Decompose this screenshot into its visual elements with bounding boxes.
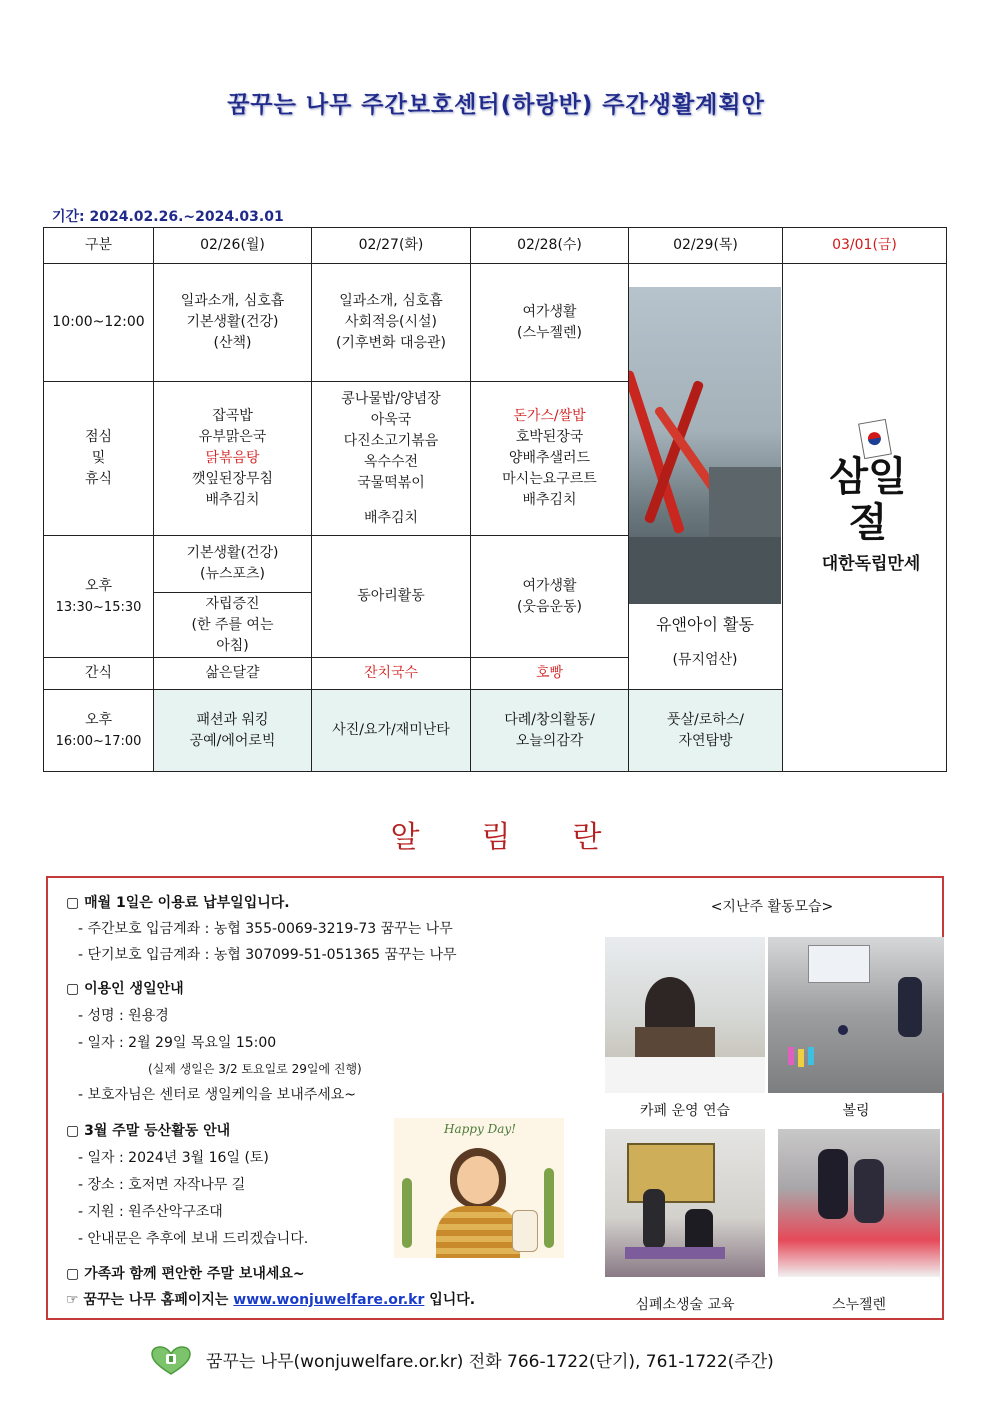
photo-counter (605, 1057, 765, 1093)
header-category: 구분 (44, 228, 154, 264)
menu-item: 돈가스/쌀밥 (513, 408, 586, 424)
late-mon (154, 690, 312, 772)
menu-item: 배추김치 (363, 509, 419, 526)
bowling-photo (768, 937, 944, 1093)
late-label-line: 16:00~17:00 (55, 733, 142, 749)
late-wed-line: 다례/창의활동/ (504, 711, 595, 728)
period-label: 기간: 2024.02.26.~2024.03.01 (52, 209, 284, 225)
photo-building (709, 467, 781, 537)
header-mon: 02/26(월) (154, 228, 312, 264)
happy-day-illustration (394, 1118, 564, 1258)
afternoon-mon-line: (뉴스포츠) (199, 566, 266, 582)
late-label-line: 오후 (84, 711, 113, 728)
photo-water (629, 537, 781, 604)
plant-shape (402, 1178, 412, 1248)
afternoon-mon-line: (한 주를 여는 (191, 616, 274, 633)
menu-item: 아욱국 (370, 411, 412, 428)
sweater-shape (436, 1206, 520, 1258)
morning-mon-line: 기본생활(건강) (186, 314, 279, 330)
afternoon-mon-bottom (154, 593, 311, 657)
thu-activity-cell (629, 264, 783, 690)
lunch-label-line: 및 (91, 450, 106, 466)
holiday-title: 삼일절 (829, 453, 907, 546)
photo-screen (808, 945, 870, 983)
gallery-title: <지난주 활동모습> (710, 899, 834, 915)
late-wed (471, 690, 629, 772)
menu-item: 잡곡밥 (212, 408, 253, 424)
birthday-cake: - 보호자님은 센터로 생일케익을 보내주세요~ (78, 1087, 357, 1103)
menu-item: 다진소고기볶음 (343, 432, 439, 449)
late-wed-line: 오늘의감각 (515, 732, 584, 749)
snack-mon: 삶은달걀 (154, 658, 312, 690)
birthday-name: - 성명 : 원용경 (78, 1008, 169, 1024)
header-thu: 02/29(목) (629, 228, 783, 264)
late-thu-line: 풋살/로하스/ (666, 711, 745, 728)
menu-item: 국물떡볶이 (357, 474, 425, 491)
homepage-link[interactable]: www.wonjuwelfare.or.kr (233, 1292, 425, 1308)
snoezelen-photo (778, 1129, 940, 1277)
menu-item: 마시는요구르트 (502, 471, 597, 487)
late-label (44, 690, 154, 772)
holiday-slogan: 대한독립만세 (821, 554, 921, 574)
late-mon-line: 패션과 워킹 (196, 711, 269, 728)
afternoon-label-line: 13:30~15:30 (55, 599, 142, 615)
cpr-photo (605, 1129, 765, 1277)
morning-tue-line: 사회적응(시설) (344, 314, 438, 330)
photo-person (643, 1189, 665, 1249)
happy-day-text: Happy Day! (444, 1122, 516, 1136)
photo-ball (838, 1025, 848, 1035)
page-title: 꿈꾸는 나무 주간보호센터(하랑반) 주간생활계획안 (227, 92, 765, 118)
teapot-shape (512, 1210, 538, 1252)
morning-time: 10:00~12:00 (44, 264, 154, 382)
afternoon-label (44, 536, 154, 658)
fee-day-account: - 주간보호 입금계좌 : 농협 355-0069-3219-73 꿈꾸는 나무 (78, 921, 453, 937)
hike-date: - 일자 : 2024년 3월 16일 (토) (78, 1150, 269, 1166)
morning-tue (312, 264, 471, 382)
header-tue: 02/27(화) (312, 228, 471, 264)
holiday-cell (783, 264, 947, 772)
menu-item: 깻잎된장무침 (191, 471, 274, 487)
fee-title: ▢ 매월 1일은 이용료 납부일입니다. (66, 895, 290, 911)
heart-logo-icon (150, 1346, 192, 1376)
header-wed: 02/28(수) (471, 228, 629, 264)
weekly-schedule-table (43, 227, 947, 772)
photo-caption: 카페 운영 연습 (639, 1103, 731, 1119)
lunch-label-line: 점심 (84, 429, 113, 445)
lunch-label-line: 휴식 (84, 471, 113, 487)
menu-item: 호박된장국 (515, 429, 584, 445)
morning-mon (154, 264, 312, 382)
afternoon-wed-line: 여가생활 (522, 577, 577, 594)
late-mon-line: 공예/에어로빅 (189, 732, 276, 749)
menu-item: 양배추샐러드 (508, 450, 591, 466)
lunch-label (44, 382, 154, 536)
homepage-suffix: 입니다. (429, 1292, 476, 1308)
afternoon-mon (154, 536, 312, 658)
footer-text: 꿈꾸는 나무(wonjuwelfare.or.kr) 전화 766-1722(단기), 761-1722(주간) (206, 1352, 774, 1372)
header-row (44, 228, 947, 264)
photo-caption: 심폐소생술 교육 (635, 1297, 735, 1313)
afternoon-mon-line: 자립증진 (205, 595, 260, 612)
afternoon-wed (471, 536, 629, 658)
hike-support: - 지원 : 원주산악구조대 (78, 1204, 223, 1220)
plant-shape (544, 1168, 554, 1248)
fee-short-account: - 단기보호 입금계좌 : 농협 307099-51-051365 꿈꾸는 나무 (78, 947, 457, 963)
menu-item: 배추김치 (205, 492, 260, 508)
morning-row (44, 264, 947, 382)
thu-activity-sub: (뮤지엄산) (672, 652, 738, 668)
morning-mon-line: (산책) (213, 335, 252, 351)
notice-box (46, 876, 944, 1320)
afternoon-mon-top (154, 536, 311, 593)
family-line: ▢ 가족과 함께 편안한 주말 보내세요~ (66, 1266, 305, 1282)
snack-tue: 잔치국수 (312, 658, 471, 690)
afternoon-mon-line: 기본생활(건강) (186, 545, 279, 561)
hike-place: - 장소 : 호저면 자작나무 길 (78, 1177, 246, 1193)
photo-pin (788, 1047, 794, 1065)
morning-wed (471, 264, 629, 382)
morning-wed-line: (스누젤렌) (516, 324, 583, 341)
photo-pin (798, 1049, 804, 1067)
thu-activity-title: 유앤아이 활동 (656, 615, 754, 634)
menu-item: 닭볶음탕 (205, 450, 260, 466)
hike-later: - 안내문은 추후에 보내 드리겠습니다. (78, 1231, 309, 1247)
photo-caption: 볼링 (842, 1103, 870, 1119)
lunch-wed (471, 382, 629, 536)
afternoon-label-line: 오후 (84, 577, 113, 594)
snack-label: 간식 (44, 658, 154, 690)
birthday-title: ▢ 이용인 생일안내 (66, 981, 184, 997)
lunch-mon (154, 382, 312, 536)
menu-item: 옥수수전 (363, 453, 419, 470)
header-fri: 03/01(금) (783, 228, 947, 264)
morning-mon-line: 일과소개, 심호흡 (180, 293, 285, 309)
snack-wed: 호빵 (471, 658, 629, 690)
photo-mat (625, 1247, 725, 1259)
notice-heading: 알림란 (390, 820, 664, 855)
hike-title: ▢ 3월 주말 등산활동 안내 (66, 1123, 231, 1139)
morning-tue-line: (기후변화 대응관) (335, 335, 447, 351)
late-thu (629, 690, 783, 772)
birthday-date: - 일자 : 2월 29일 목요일 15:00 (78, 1035, 277, 1051)
footer (150, 1346, 870, 1378)
cafe-photo (605, 937, 765, 1093)
photo-person (898, 977, 922, 1037)
photo-pin (808, 1047, 814, 1065)
afternoon-mon-line: 아침) (216, 637, 249, 654)
menu-item: 콩나물밥/양념장 (341, 390, 441, 407)
photo-person (854, 1159, 884, 1223)
menu-item: 배추김치 (522, 492, 577, 508)
morning-tue-line: 일과소개, 심호흡 (339, 293, 443, 309)
late-thu-line: 자연탐방 (678, 732, 733, 749)
photo-caption: 스누젤렌 (831, 1297, 887, 1313)
face-shape (457, 1156, 499, 1204)
birthday-note: (실제 생일은 3/2 토요일로 29일에 진행) (148, 1062, 362, 1076)
photo-screen (627, 1143, 715, 1203)
lunch-tue (312, 382, 471, 536)
menu-spacer (314, 494, 468, 508)
homepage-prefix: ☞ 꿈꾸는 나무 홈페이지는 (66, 1292, 229, 1308)
morning-wed-line: 여가생활 (522, 303, 577, 320)
afternoon-tue: 동아리활동 (312, 536, 471, 658)
homepage-line (66, 1289, 475, 1309)
taegeuk-icon (867, 431, 882, 446)
museum-photo (629, 287, 781, 604)
late-tue: 사진/요가/재미난타 (312, 690, 471, 772)
photo-person (818, 1149, 848, 1219)
menu-item: 유부맑은국 (198, 429, 267, 445)
afternoon-wed-line: (웃음운동) (516, 598, 583, 615)
